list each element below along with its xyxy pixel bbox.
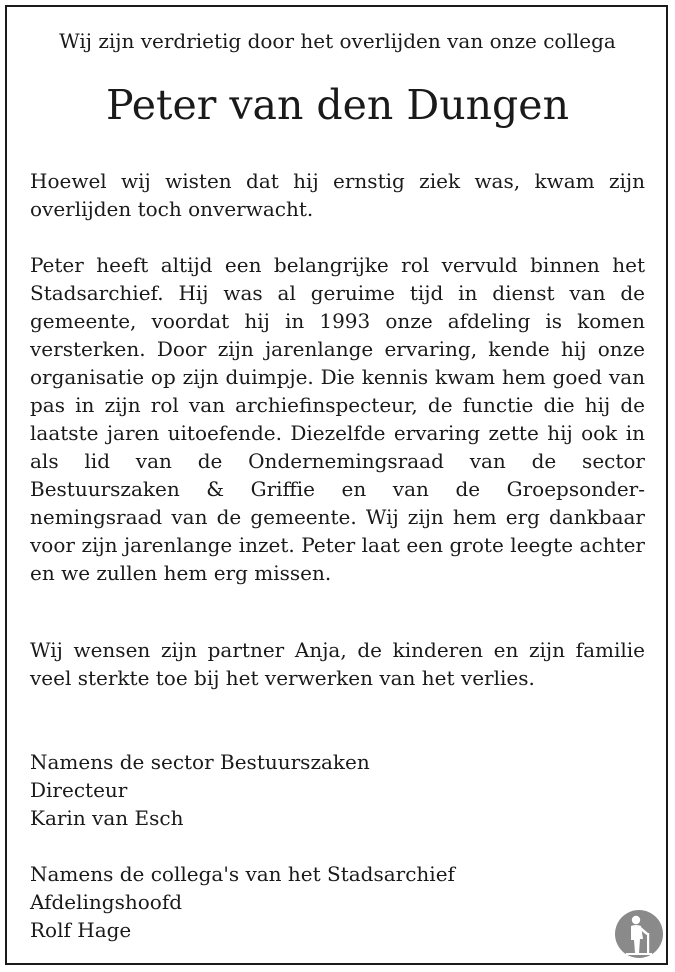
memorial-figure-icon [614,909,664,959]
signature-role: Afdelingshoofd [30,890,183,914]
signature-person: Rolf Hage [30,918,132,942]
signature-person: Karin van Esch [30,806,184,830]
deceased-name: Peter van den Dungen [106,81,569,129]
paragraph-2: Peter heeft altijd een belangrijke rol vervuld binnen het Stadsarchief. Hij was al geruime tijd in dienst van de gemeente, voordat hij in 1993 onze afdeling is komen versterken. Door zijn jarenlange ervaring, kende hij onze organisatie op zijn duimpje. Die kennis kwam hem goed van pas in zijn rol van archiefinspecteur, de functie die hij de laatste jaren uitoefende. Diezelfde ervaring zette hij ook in als lid van de Ondernemingsraad van de sector Bestuurszaken & Griffie en van de Groepsondernemingsraad van de gemeente. Wij zijn hem erg dankbaar voor zijn jarenlange inzet. Peter laat een grote leegte achter en we zullen hem erg missen. [30,253,645,585]
paragraph-3: Wij wensen zijn partner Anja, de kinderen en zijn familie veel sterkte toe bij het verwerken van het verlies. [30,638,645,690]
signature-org: Namens de collega's van het Stadsarchief [30,862,455,886]
signature-role: Directeur [30,778,128,802]
paragraph-1: Hoewel wij wisten dat hij ernstig ziek was, kwam zijn overlijden toch onverwacht. [30,169,645,221]
signature-org: Namens de sector Bestuurszaken [30,750,370,774]
signature-block-1 [30,748,590,832]
intro-line: Wij zijn verdrietig door het overlijden van onze collega [59,29,616,53]
signature-block-2 [30,860,590,944]
